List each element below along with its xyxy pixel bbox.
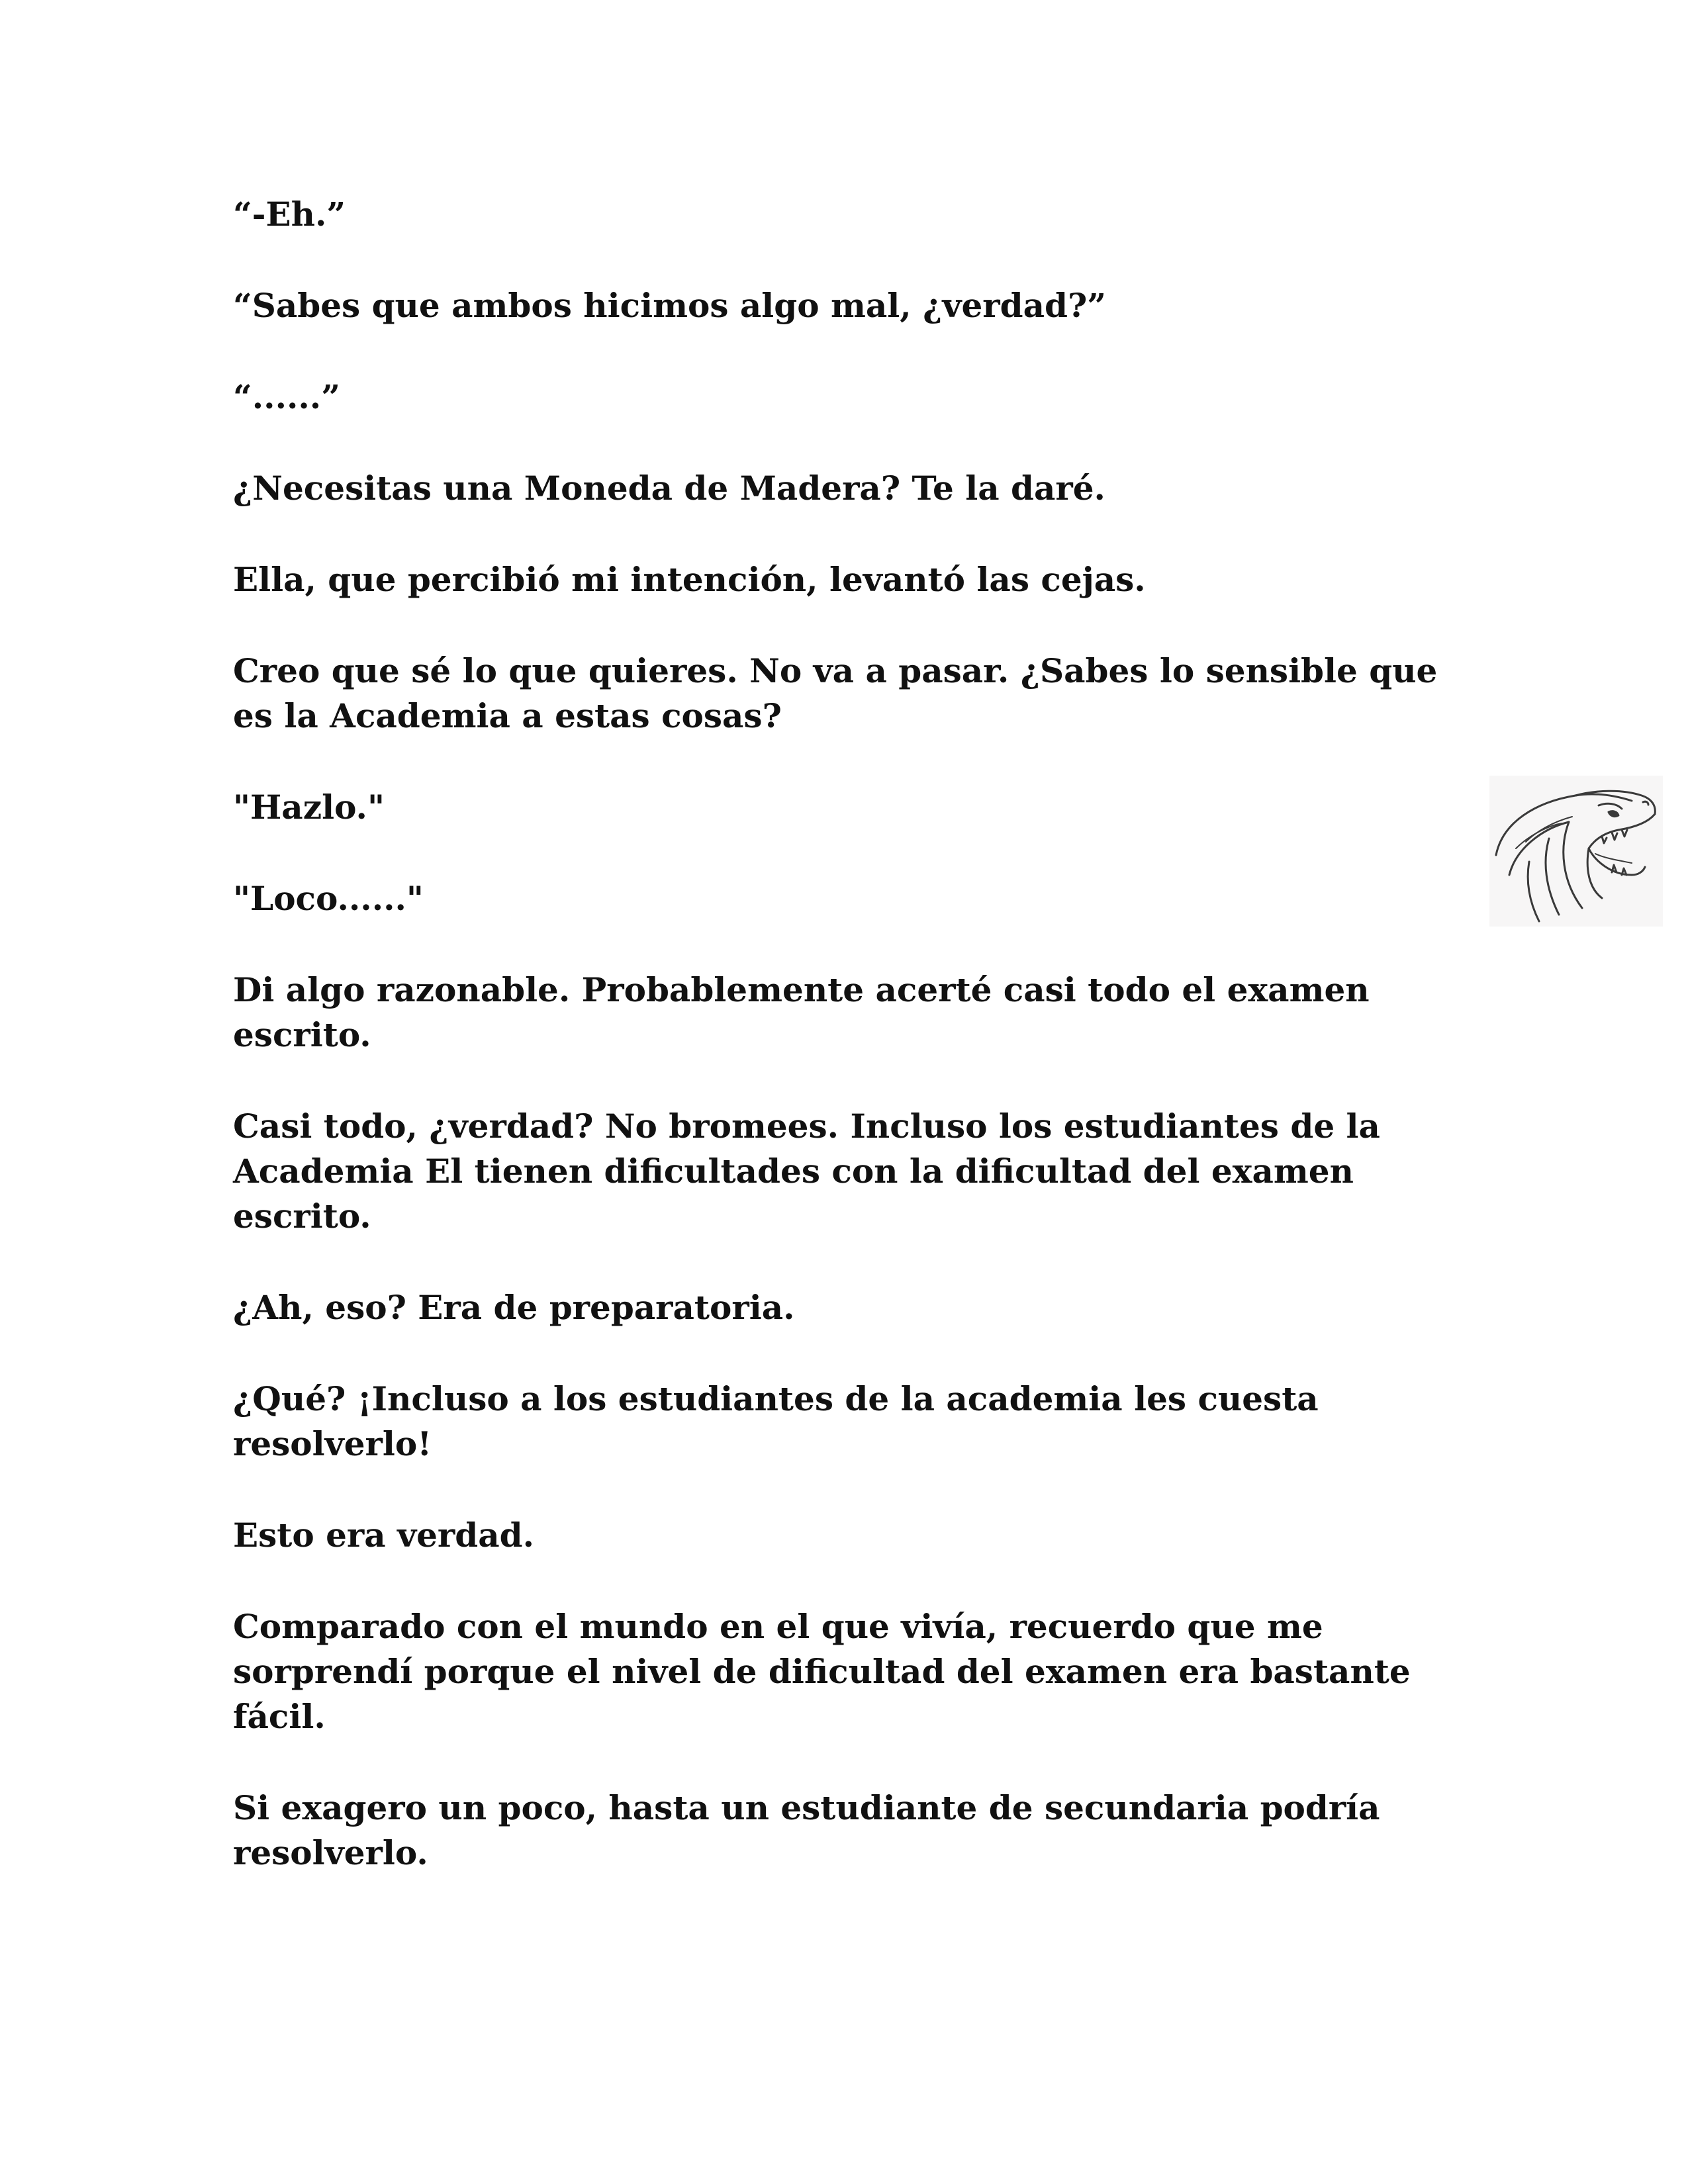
paragraph-5: Ella, que percibió mi intención, levantó las cejas. [233,560,1146,599]
paragraph-10: Casi todo, ¿verdad? No bromees. Incluso los estudiantes de la Academia El tienen dificultades con la dificultad del examen escrito. [233,1107,1380,1236]
paragraph-9: Di algo razonable. Probablemente acerté casi todo el examen escrito. [233,970,1370,1054]
paragraph-4: ¿Necesitas una Moneda de Madera? Te la daré. [233,469,1105,508]
paragraph-14: Comparado con el mundo en el que vivía, recuerdo que me sorprendí porque el nivel de dificultad del examen era bastante fácil. [233,1607,1411,1736]
document-page [233,192,1477,1922]
paragraph-15: Si exagero un poco, hasta un estudiante de secundaria podría resolverlo. [233,1788,1380,1872]
paragraph-3: “......” [233,377,340,416]
dinosaur-head-icon [1489,776,1663,927]
paragraph-6: Creo que sé lo que quieres. No va a pasar. ¿Sabes lo sensible que es la Academia a estas cosas? [233,651,1438,735]
paragraph-12: ¿Qué? ¡Incluso a los estudiantes de la academia les cuesta resolverlo! [233,1379,1319,1463]
paragraph-2: “Sabes que ambos hicimos algo mal, ¿verdad?” [233,286,1106,325]
paragraph-7: "Hazlo." [233,788,385,827]
paragraph-1: “-Eh.” [233,195,346,234]
paragraph-8: "Loco......" [233,879,424,918]
paragraph-11: ¿Ah, eso? Era de preparatoria. [233,1288,795,1327]
paragraph-13: Esto era verdad. [233,1516,535,1555]
